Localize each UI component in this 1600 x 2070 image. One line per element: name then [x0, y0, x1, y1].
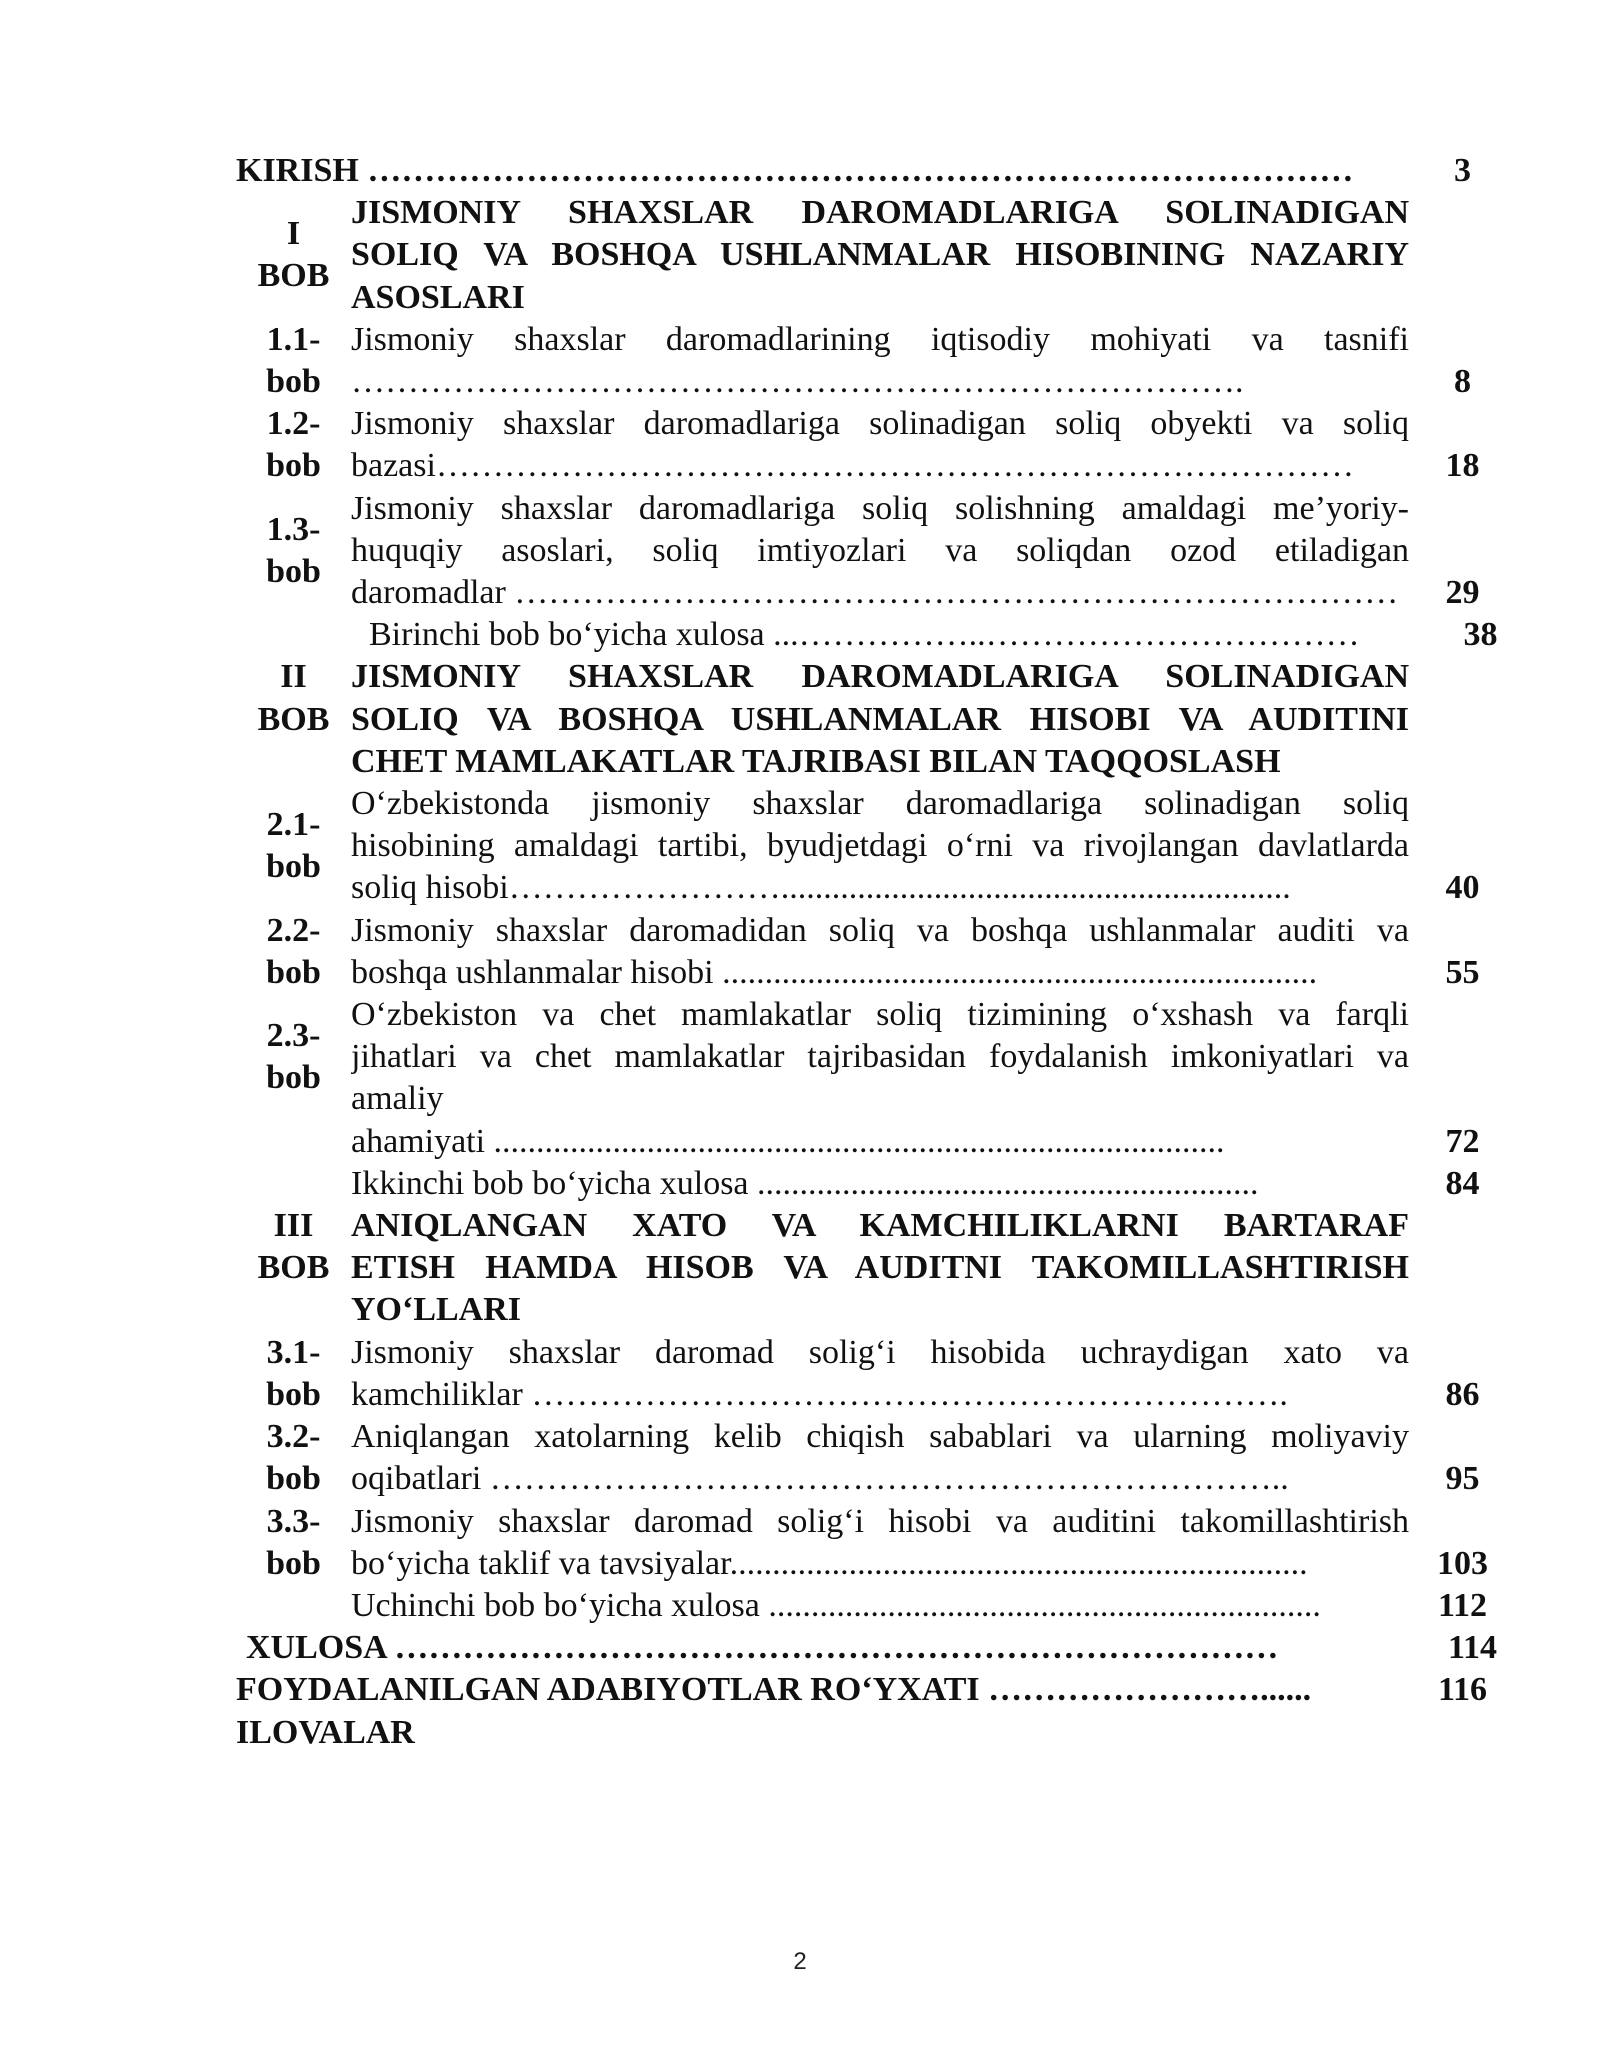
toc-entry-3-1 — [236, 1332, 1516, 1416]
section-3-3-label: 3.3- bob — [266, 1502, 321, 1582]
appendix-text: ILOVALAR — [236, 1713, 415, 1751]
section-1-3-page: 29 — [1445, 574, 1480, 612]
references-page: 116 — [1437, 1671, 1488, 1709]
chapter-3-summary-page: 112 — [1437, 1586, 1488, 1624]
section-3-1-title: Jismoniy shaxslar daromad solig‘i hisobida uchraydigan xato va kamchiliklar …………………………………………………………. — [351, 1333, 1409, 1413]
chapter-2-summary-page: 84 — [1445, 1164, 1480, 1202]
section-3-1-page: 86 — [1445, 1375, 1480, 1413]
toc-entry-conclusion — [236, 1627, 1516, 1669]
toc-entry-1-summary — [236, 614, 1516, 656]
section-3-2-page: 95 — [1445, 1460, 1480, 1498]
chapter-1-summary-page: 38 — [1463, 616, 1498, 654]
toc-entry-3-2 — [236, 1416, 1516, 1500]
section-2-2-title: Jismoniy shaxslar daromadidan soliq va boshqa ushlanmalar auditi va boshqa ushlanmalar hisobi ...................................................................... — [351, 911, 1409, 991]
toc-entry-2-2 — [236, 910, 1516, 994]
conclusion-page: 114 — [1447, 1629, 1498, 1667]
references-text: FOYDALANILGAN ADABIYOTLAR RO‘YXATI ……………………...... — [236, 1671, 1312, 1709]
toc-entry-1-3 — [236, 488, 1516, 615]
section-2-3-label: 2.3- bob — [266, 1017, 321, 1097]
section-1-1-label: 1.1- bob — [266, 320, 321, 401]
section-3-2-label: 3.2- bob — [266, 1418, 321, 1498]
section-1-1-title: Jismoniy shaxslar daromadlarining iqtisodiy mohiyati va tasnifi ……………………………………………………………………. — [351, 320, 1409, 401]
intro-text: KIRISH …………………………………………………………………………… — [236, 152, 1354, 189]
toc-entry-2-3 — [236, 994, 1516, 1163]
section-2-3-title: O‘zbekiston va chet mamlakatlar soliq tizimining o‘xshash va farqli jihatlari va chet mamlakatlar tajribasidan foydalanish imkoniyatlari va amaliy ahamiyati ...................................................................................... — [351, 996, 1409, 1160]
toc-entry-appendix — [236, 1712, 1516, 1754]
toc-entry-1-1 — [236, 319, 1516, 403]
toc-entry-3-summary — [236, 1585, 1516, 1627]
toc-entry-2-1 — [236, 783, 1516, 910]
intro-page: 3 — [1454, 152, 1471, 189]
chapter-2-heading — [236, 656, 1516, 783]
section-2-2-label: 2.2- bob — [266, 911, 321, 991]
chapter-3-heading — [236, 1205, 1516, 1332]
section-1-2-page: 18 — [1445, 447, 1480, 485]
section-1-3-title: Jismoniy shaxslar daromadlariga soliq solishning amaldagi me’yoriy- huquqiy asoslari, soliq imtiyozlari va soliqdan ozod etiladigan daromadlar …………………………………………………………………… — [351, 489, 1409, 612]
chapter-2-label: II BOB — [257, 658, 330, 738]
section-3-3-page: 103 — [1437, 1544, 1488, 1582]
section-1-2-title: Jismoniy shaxslar daromadlariga solinadigan soliq obyekti va soliq bazasi……………………………………………………………………… — [351, 405, 1409, 485]
toc-entry-intro — [236, 150, 1516, 192]
chapter-3-label: III BOB — [257, 1207, 330, 1287]
section-2-1-title: O‘zbekistonda jismoniy shaxslar daromadlariga solinadigan soliq hisobining amaldagi tartibi, byudjetdagi o‘rni va rivojlangan davlatlarda soliq hisobi……………………............................................................ — [351, 785, 1409, 907]
chapter-1-summary: Birinchi bob bo‘yicha xulosa ...……………..…………………………… — [369, 616, 1360, 654]
section-2-1-page: 40 — [1445, 869, 1480, 907]
section-3-2-title: Aniqlangan xatolarning kelib chiqish sabablari va ularning moliyaviy oqibatlari …………………………………………………………….. — [351, 1418, 1409, 1498]
chapter-2-title: JISMONIY SHAXSLAR DAROMADLARIGA SOLINADIGAN SOLIQ VA BOSHQA USHLANMALAR HISOBI VA AUDITINI CHET MAMLAKATLAR TAJRIBASI BILAN TAQQOSLASH — [351, 658, 1409, 780]
section-2-2-page: 55 — [1445, 953, 1480, 991]
chapter-3-summary: Uchinchi bob bo‘yicha xulosa ................................................................. — [351, 1586, 1321, 1624]
section-2-1-label: 2.1- bob — [266, 806, 321, 886]
chapter-1-label: I BOB — [257, 215, 330, 295]
page-number: 2 — [793, 1948, 807, 1975]
chapter-3-title: ANIQLANGAN XATO VA KAMCHILIKLARNI BARTARAF ETISH HAMDA HISOB VA AUDITNI TAKOMILLASHTIRISH YO‘LLARI — [351, 1207, 1409, 1329]
toc-entry-references — [236, 1669, 1516, 1711]
chapter-1-title: JISMONIY SHAXSLAR DAROMADLARIGA SOLINADIGAN SOLIQ VA BOSHQA USHLANMALAR HISOBINING NAZARIY ASOSLARI — [351, 194, 1409, 316]
section-3-3-title: Jismoniy shaxslar daromad solig‘i hisobi va auditini takomillashtirish bo‘yicha taklif va tavsiyalar.................................................................... — [351, 1502, 1409, 1582]
chapter-2-summary: Ikkinchi bob bo‘yicha xulosa ........................................................... — [351, 1164, 1259, 1202]
toc-entry-1-2 — [236, 403, 1516, 487]
toc-entry-2-summary — [236, 1163, 1516, 1205]
section-1-3-label: 1.3- bob — [266, 510, 321, 590]
section-3-1-label: 3.1- bob — [266, 1333, 321, 1413]
toc-entry-3-3 — [236, 1501, 1516, 1585]
chapter-1-heading — [236, 192, 1516, 319]
table-of-contents — [236, 150, 1516, 1754]
section-2-3-page: 72 — [1445, 1122, 1480, 1160]
conclusion-text: XULOSA …………………………………………………………………… — [246, 1629, 1279, 1667]
section-1-2-label: 1.2- bob — [266, 405, 321, 485]
section-1-1-page: 8 — [1454, 363, 1471, 401]
